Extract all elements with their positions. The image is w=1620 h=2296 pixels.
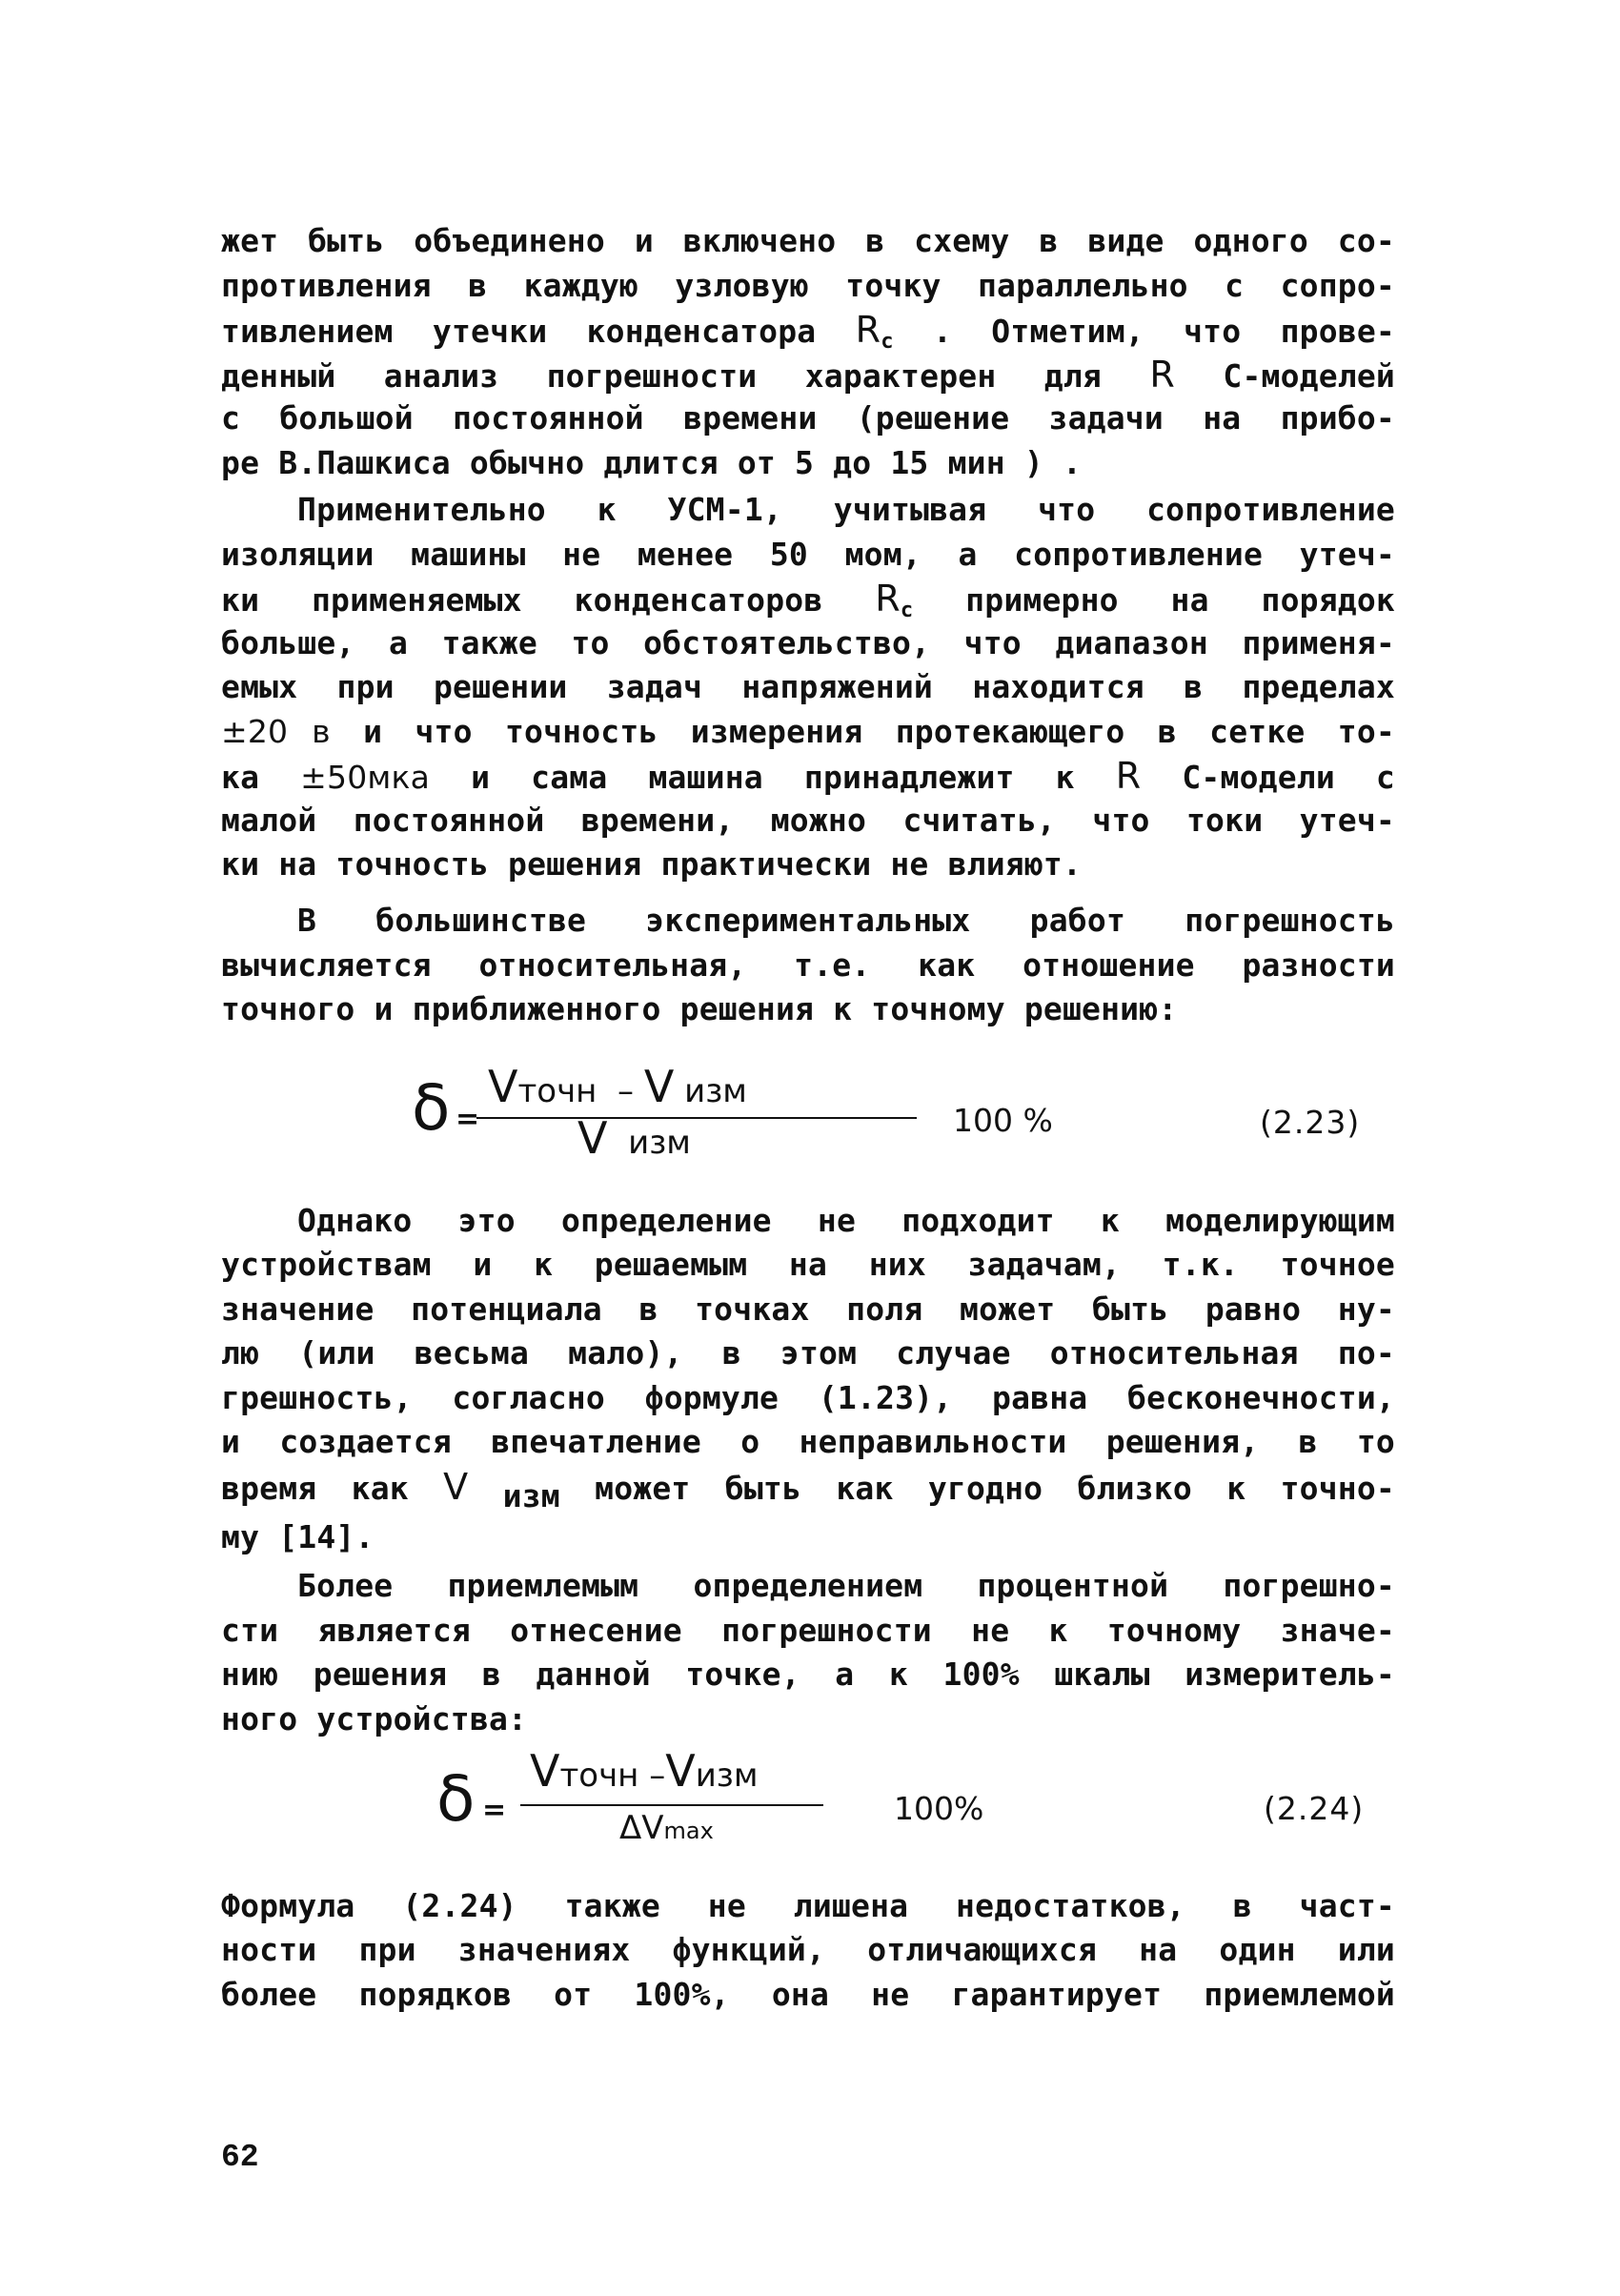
page-number: 62 <box>221 2140 259 2175</box>
formula-factor: 100 % <box>953 1102 1053 1139</box>
text-line: ки на точность решения практически не влияют. <box>221 845 1083 883</box>
text-line: тивлением утечки конденсатора $R_c$ . Отметим, что прове- <box>221 309 1395 354</box>
text-line: и создается впечатление о неправильности решения, в то <box>221 1423 1395 1460</box>
text-line: Однако это определение не подходит к моделирующим <box>297 1202 1395 1239</box>
text-line: сти является отнесение погрешности не к точному значе- <box>221 1612 1395 1649</box>
text-line: жет быть объединено и включено в схему в виде одного со- <box>221 222 1395 259</box>
text-line: ки применяемых конденсаторов $R_c$ примерно на порядок <box>221 578 1396 622</box>
text-line: время как V изм может быть как угодно близко к точно- <box>221 1466 1395 1514</box>
text-line: лю (или весьма мало), в этом случае относительная по- <box>221 1334 1395 1372</box>
text-line: нию решения в данной точке, а к 100% шкалы измеритель- <box>221 1656 1395 1693</box>
fraction-bar <box>476 1117 917 1119</box>
text-line: устройствам и к решаемым на них задачам, т.к. точное <box>221 1246 1395 1283</box>
text-line: грешность, согласно формуле (1.23), равна бесконечности, <box>221 1379 1395 1416</box>
formula-denominator: V изм <box>577 1112 691 1164</box>
text-line: ка ±50мка и сама машина принадлежит к R С-модели с <box>221 755 1395 797</box>
delta-symbol: δ <box>436 1762 476 1836</box>
text-line: значение потенциала в точках поля может быть равно ну- <box>221 1290 1395 1328</box>
text-line: му [14]. <box>221 1518 375 1555</box>
equation-number: (2.24) <box>1264 1790 1365 1827</box>
text-line: ности при значениях функций, отличающихся на один или <box>221 1931 1395 1968</box>
text-line: малой постоянной времени, можно считать, что токи утеч- <box>221 802 1395 839</box>
text-line: емых при решении задач напряжений находится в пределах <box>221 668 1395 705</box>
formula-factor: 100% <box>894 1790 984 1827</box>
text-line: противления в каждую узловую точку параллельно с сопро- <box>221 267 1395 304</box>
text-line: с большой постоянной времени (решение задачи на прибо- <box>221 399 1395 437</box>
equals-sign: = <box>482 1794 507 1827</box>
text-line: Более приемлемым определением процентной погрешно- <box>297 1567 1395 1604</box>
text-line: Формула (2.24) также не лишена недостатков, в част- <box>221 1887 1395 1924</box>
text-line: вычисляется относительная, т.е. как отношение разности <box>221 946 1395 984</box>
fraction-bar <box>520 1804 823 1806</box>
text-line: ±20 в и что точность измерения протекающего в сетке то- <box>221 713 1395 750</box>
equation-number: (2.23) <box>1260 1104 1361 1141</box>
text-line: более порядков от 100%, она не гарантирует приемлемой <box>221 1976 1395 2013</box>
text-line: Применительно к УСМ-1, учитывая что сопротивление <box>297 491 1395 528</box>
text-line: точного и приближенного решения к точному решению: <box>221 990 1178 1027</box>
text-line: денный анализ погрешности характерен для R С-моделей <box>221 354 1395 396</box>
formula-numerator: Vточн –Vизм <box>530 1745 759 1797</box>
formula-numerator: Vточн – V изм <box>488 1061 747 1112</box>
text-line: В большинстве экспериментальных работ погрешность <box>297 902 1395 939</box>
text-line: изоляции машины не менее 50 мом, а сопротивление утеч- <box>221 536 1395 573</box>
equals-sign: = <box>456 1103 480 1136</box>
text-line: больше, а также то обстоятельство, что диапазон применя- <box>221 624 1395 661</box>
text-line: ного устройства: <box>221 1700 528 1737</box>
text-line: ре В.Пашкиса обычно длится от 5 до 15 мин ) . <box>221 444 1083 481</box>
delta-symbol: δ <box>412 1071 451 1145</box>
formula-denominator: ΔVmax <box>619 1809 714 1847</box>
